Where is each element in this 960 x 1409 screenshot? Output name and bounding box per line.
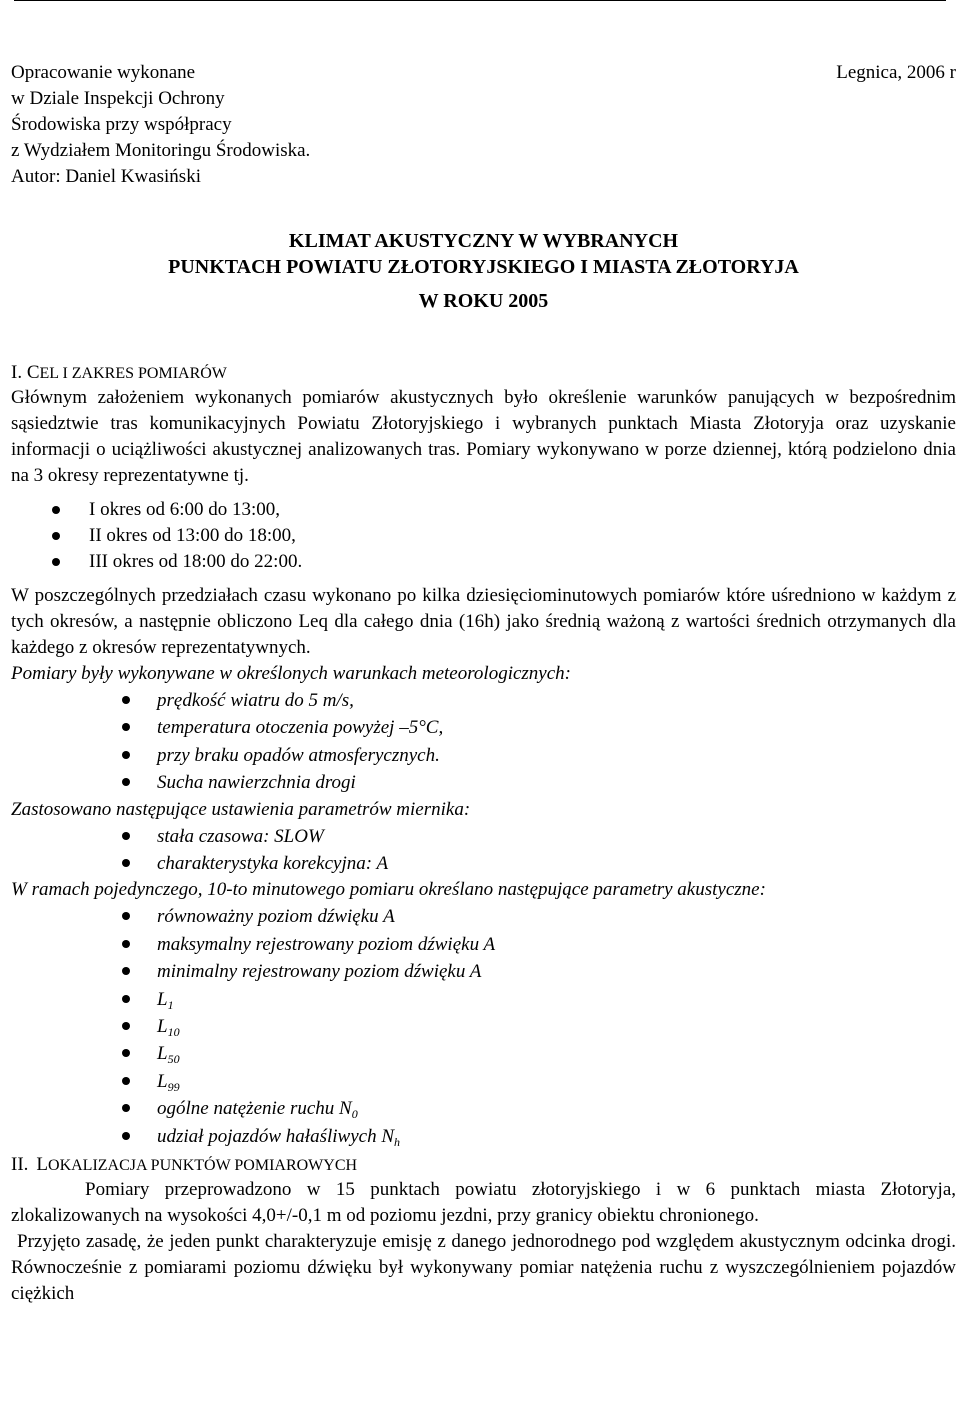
section-2-number: II. [11, 1154, 29, 1176]
meteo-intro: Pomiary były wykonywane w określonych warunkach meteorologicznych: [11, 663, 571, 684]
param-symbol: L [157, 1016, 168, 1038]
period-item: I okres od 6:00 do 13:00, [89, 497, 956, 523]
author-line: Środowiska przy współpracy [11, 114, 232, 135]
param-subscript: 0 [351, 1107, 358, 1122]
title-line-2: PUNKTACH POWIATU ZŁOTORYJSKIEGO I MIASTA ZŁOTORYJA [168, 256, 799, 278]
document-header [11, 60, 956, 190]
section-1-heading [11, 362, 956, 385]
title-line-3: W ROKU 2005 [418, 290, 549, 312]
meteo-item: przy braku opadów atmosferycznych. [157, 742, 956, 769]
meteo-item: temperatura otoczenia powyżej –5°C, [157, 714, 956, 741]
period-list [11, 497, 956, 575]
document-page [11, 60, 956, 1307]
param-subscript: 50 [167, 1052, 180, 1067]
meter-item: stała czasowa: SLOW [157, 823, 956, 850]
author-block [11, 60, 956, 190]
meter-list [11, 823, 956, 878]
param-item-l99 [157, 1068, 956, 1095]
params-list [11, 903, 956, 1150]
param-item-l50 [157, 1040, 956, 1067]
author-line: z Wydziałem Monitoringu Środowiska. [11, 140, 311, 161]
meteo-item: prędkość wiatru do 5 m/s, [157, 687, 956, 714]
page-top-rule [14, 0, 946, 1]
section-1-paragraph-1: Głównym założeniem wykonanych pomiarów akustycznych było określenie warunków panujących w bezpośrednim sąsiedztwie tras komunikacyjnych Powiatu Złotoryjskiego i wybranych punktach Miasta Złotoryja oraz uzyskanie informacji o uciążliwości akustycznej analizowanych tras. Pomiary wykonywano w porze dziennej, którą podzielono dnia na 3 okresy reprezentatywne tj. [11, 387, 956, 486]
meter-item: charakterystyka korekcyjna: A [157, 850, 956, 877]
param-symbol: L [157, 1043, 168, 1065]
param-text: ogólne natężenie ruchu N [157, 1098, 352, 1120]
section-1-heading-rest: EL I ZAKRES POMIARÓW [39, 365, 227, 382]
place-date: Legnica, 2006 r [836, 62, 956, 83]
param-item-l1 [157, 986, 956, 1013]
section-1-paragraph-2: W poszczególnych przedziałach czasu wykonano po kilka dziesięciominutowych pomiarów które uśredniono w każdym z tych okresów, a następnie obliczono Leq dla całego dnia (16h) jako średnią ważoną z wartości średnich otrzymanych dla każdego z okresów reprezentatywnych. [11, 585, 956, 658]
author-line: Opracowanie wykonane [11, 62, 196, 83]
param-item-noisy [157, 1123, 956, 1150]
document-title [11, 228, 956, 314]
param-item: minimalny rejestrowany poziom dźwięku A [157, 958, 956, 985]
author-line: Autor: Daniel Kwasiński [11, 166, 201, 187]
param-subscript: 99 [167, 1079, 180, 1094]
param-subscript: h [394, 1134, 400, 1149]
param-symbol: L [157, 988, 168, 1010]
param-item: maksymalny rejestrowany poziom dźwięku A [157, 931, 956, 958]
period-item: II okres od 13:00 do 18:00, [89, 523, 956, 549]
section-1-heading-cap: I. C [11, 362, 40, 383]
param-subscript: 1 [167, 997, 174, 1012]
section-2-heading [11, 1154, 956, 1177]
section-2-heading-cap: L [36, 1154, 49, 1176]
param-item-l10 [157, 1013, 956, 1040]
meter-intro: Zastosowano następujące ustawienia parametrów miernika: [11, 798, 471, 820]
param-item-traffic [157, 1095, 956, 1122]
section-2-heading-rest: OKALIZACJA PUNKTÓW POMIAROWYCH [48, 1157, 358, 1175]
section-2-paragraph-1: Pomiary przeprowadzono w 15 punktach powiatu złotoryjskiego i w 6 punktach miasta Złotoryja, zlokalizowanych na wysokości 4,0+/-0,1 m od poziomu jezdni, przy granicy obiektu chronionego. [11, 1179, 956, 1227]
period-item: III okres od 18:00 do 22:00. [89, 549, 956, 575]
params-intro: W ramach pojedynczego, 10-to minutowego pomiaru określano następujące parametry akustyczne: [11, 879, 766, 901]
meteo-list [11, 687, 956, 797]
meteo-item: Sucha nawierzchnia drogi [157, 769, 956, 796]
param-text: udział pojazdów hałaśliwych N [157, 1125, 394, 1147]
title-line-1: KLIMAT AKUSTYCZNY W WYBRANYCH [288, 230, 679, 252]
author-line: w Dziale Inspekcji Ochrony [11, 88, 225, 109]
param-subscript: 10 [167, 1025, 180, 1040]
param-item: równoważny poziom dźwięku A [157, 903, 956, 930]
section-2-paragraph-2: Przyjęto zasadę, że jeden punkt charakteryzuje emisję z danego jednorodnego pod względem akustycznym odcinka drogi. Równocześnie z pomiarami poziomu dźwięku był wykonywany pomiar natężenia ruchu z wyszczególnieniem pojazdów ciężkich [11, 1231, 956, 1305]
param-symbol: L [157, 1070, 168, 1092]
